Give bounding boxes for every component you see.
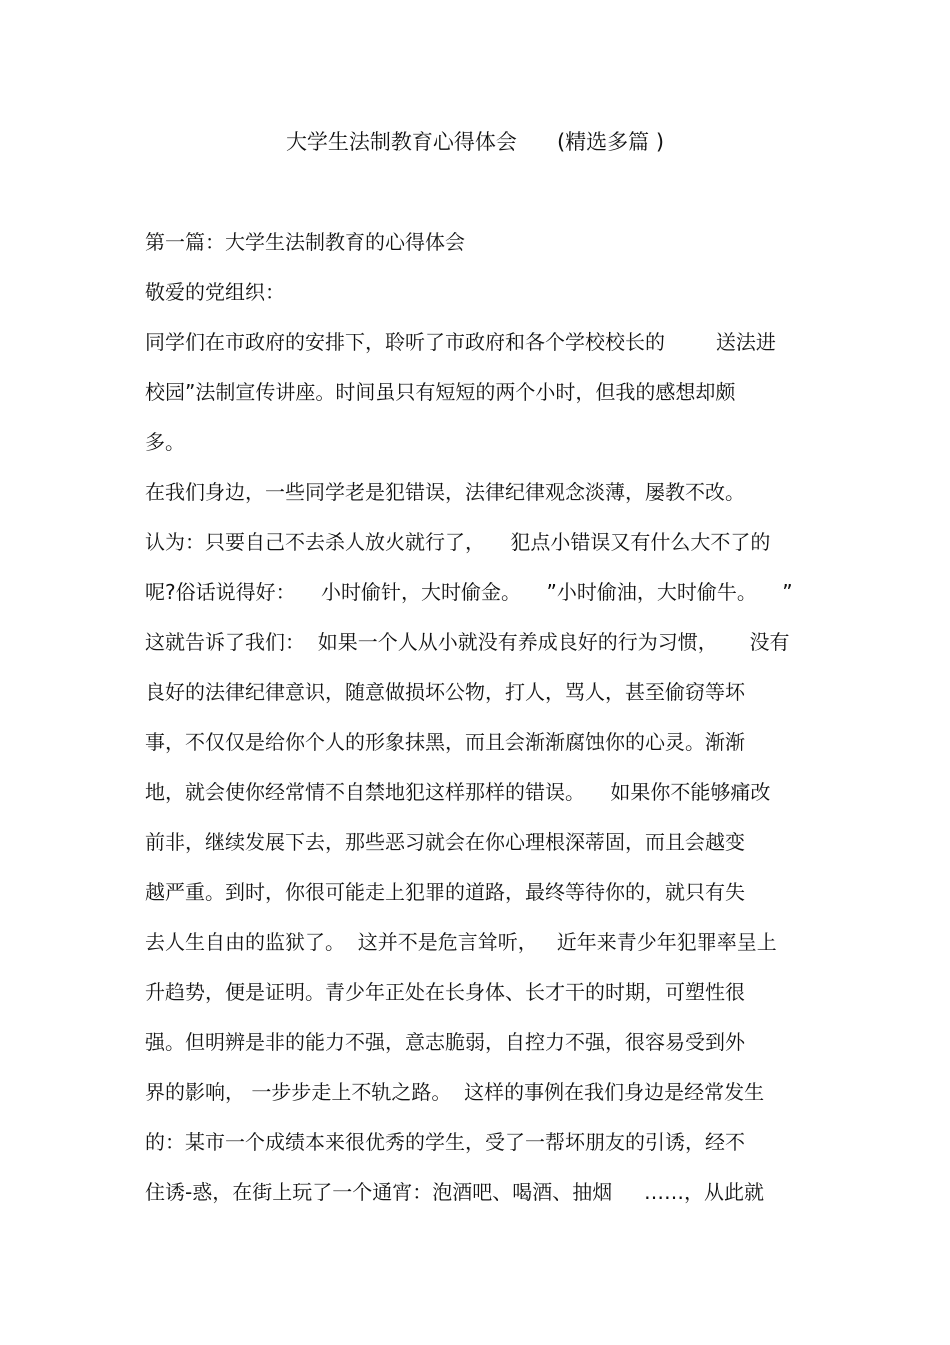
- body-line: 校园”法制宣传讲座。时间虽只有短短的两个小时，但我的感想却颇: [145, 380, 736, 404]
- body-line: 住诱-惑，在街上玩了一个通宵：泡酒吧、喝酒、抽烟 ……，从此就: [145, 1180, 765, 1204]
- body-line: 多。: [145, 430, 185, 454]
- body-line: 越严重。到时，你很可能走上犯罪的道路，最终等待你的，就只有失: [145, 880, 745, 904]
- body-line: 界的影响， 一步步走上不轨之路。 这样的事例在我们身边是经常发生: [145, 1080, 765, 1104]
- body-line: 事，不仅仅是给你个人的形象抹黑，而且会渐渐腐蚀你的心灵。渐渐: [145, 730, 745, 754]
- salutation: 敬爱的党组织：: [145, 280, 285, 304]
- document-title: 大学生法制教育心得体会 (精选多篇 ): [285, 130, 665, 154]
- body-line: 前非，继续发展下去，那些恶习就会在你心理根深蒂固，而且会越变: [145, 830, 745, 854]
- body-line: 呢?俗话说得好： 小时偷针，大时偷金。 ”小时偷油，大时偷牛。 ”: [145, 580, 793, 604]
- body-line: 在我们身边，一些同学老是犯错误，法律纪律观念淡薄，屡教不改。: [145, 480, 745, 504]
- body-line: 强。但明辨是非的能力不强，意志脆弱，自控力不强，很容易受到外: [145, 1030, 745, 1054]
- body-line: 认为：只要自己不去杀人放火就行了， 犯点小错误又有什么大不了的: [145, 530, 771, 554]
- body-line: 地，就会使你经常情不自禁地犯这样那样的错误。 如果你不能够痛改: [145, 780, 771, 804]
- body-line: 同学们在市政府的安排下，聆听了市政府和各个学校校长的 送法进: [145, 330, 776, 354]
- body-line: 这就告诉了我们： 如果一个人从小就没有养成良好的行为习惯， 没有: [145, 630, 790, 654]
- body-line: 良好的法律纪律意识，随意做损坏公物，打人，骂人，甚至偷窃等坏: [145, 680, 745, 704]
- body-line: 去人生自由的监狱了。 这并不是危言耸听， 近年来青少年犯罪率呈上: [145, 930, 777, 954]
- body-line: 的：某市一个成绩本来很优秀的学生，受了一帮坏朋友的引诱，经不: [145, 1130, 745, 1154]
- body-line: 升趋势，便是证明。青少年正处在长身体、长才干的时期，可塑性很: [145, 980, 745, 1004]
- section-heading: 第一篇：大学生法制教育的心得体会: [145, 230, 465, 254]
